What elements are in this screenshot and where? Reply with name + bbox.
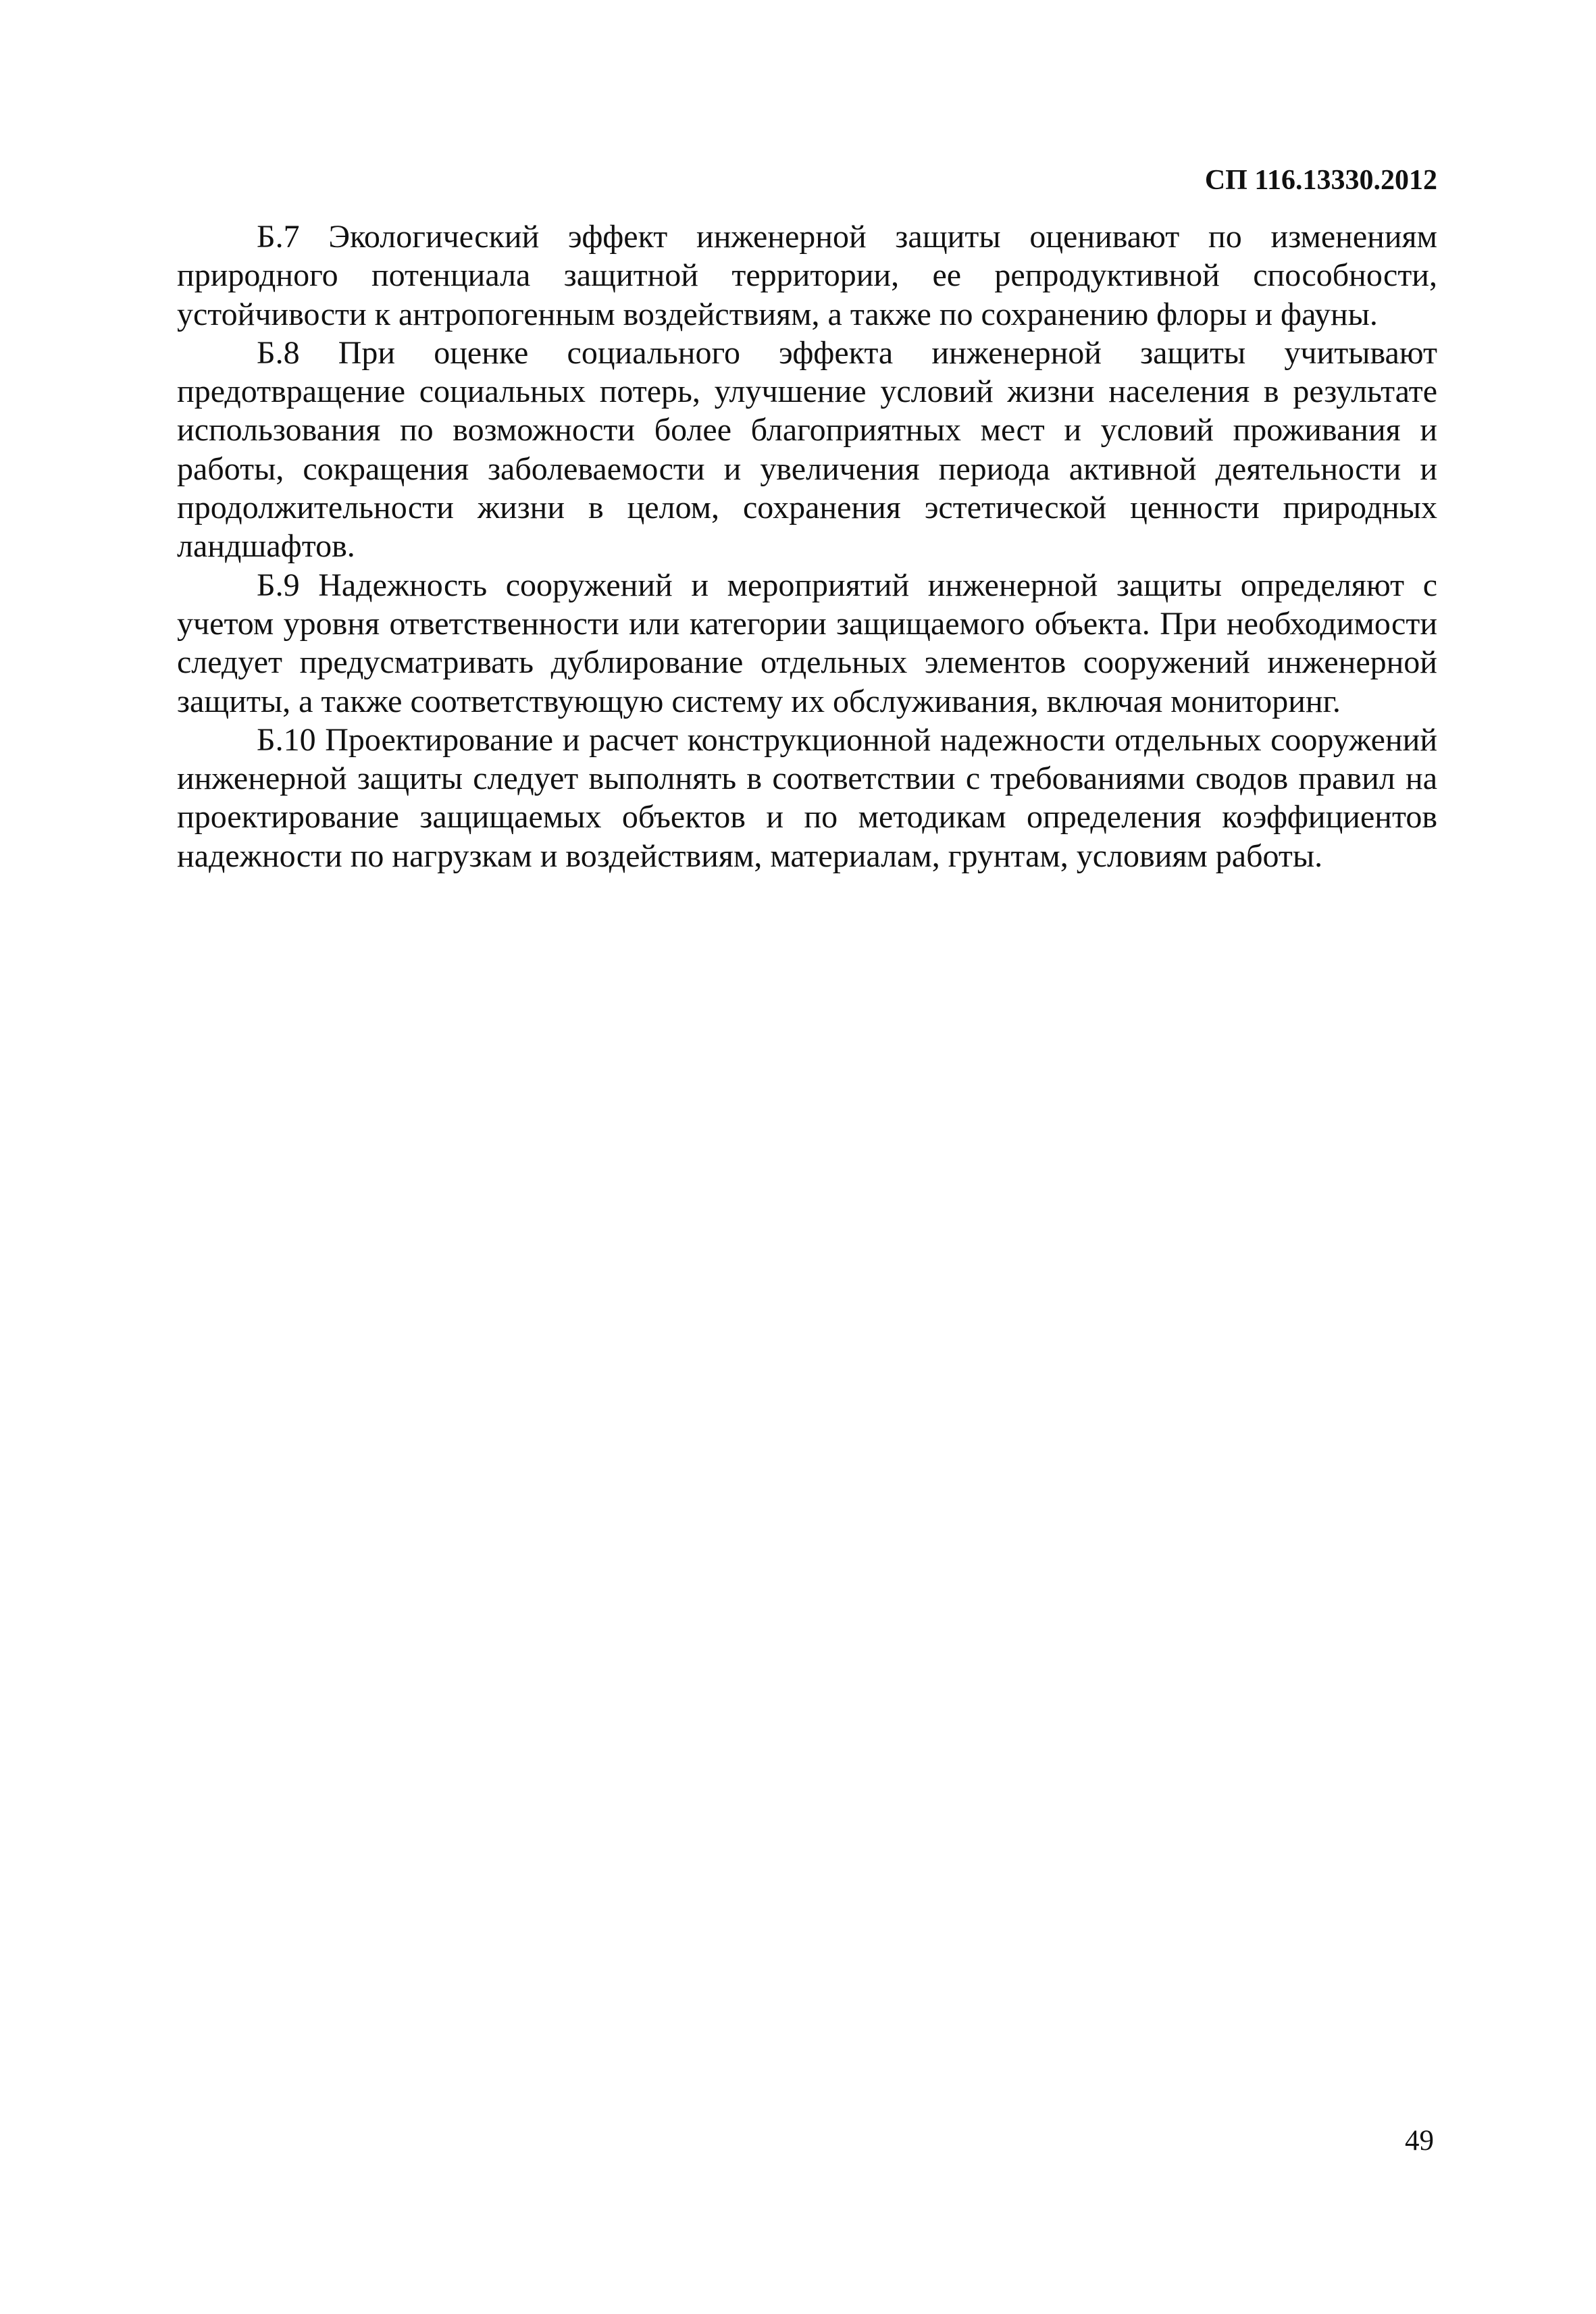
paragraph-text: Проектирование и расчет конструкционной надежности отдельных сооружений инженерной защиты следует выполнять в соответствии с требованиями сводов правил на проектирование защищаемых объектов и по методикам определения коэффициентов надежности по нагрузкам и воздействиям, материалам, грунтам, условиям работы.: [177, 721, 1438, 874]
paragraph-number: Б.7: [257, 219, 300, 255]
paragraph-text: При оценке социального эффекта инженерной защиты учитывают предотвращение социальных потерь, улучшение условий жизни населения в результате использования по возможности более благоприятных мест и условий проживания и работы, сокращения заболеваемости и увеличения периода активной деятельности и продолжительности жизни в целом, сохранения эстетической ценности природных ландшафтов.: [177, 334, 1438, 565]
paragraph-b7: [177, 217, 1437, 334]
paragraph-number: Б.8: [257, 334, 300, 371]
page-number: 49: [1405, 2125, 1434, 2157]
document-code: СП 116.13330.2012: [1204, 165, 1437, 196]
paragraph-b10: [177, 721, 1437, 875]
paragraph-b9: [177, 566, 1437, 721]
body-text: [177, 217, 1437, 875]
paragraph-text: Экологический эффект инженерной защиты оценивают по изменениям природного потенциала защитной территории, ее репродуктивной способности, устойчивости к антропогенным воздействиям, а также по сохранению флоры и фауны.: [177, 219, 1437, 332]
paragraph-number: Б.10: [257, 721, 316, 758]
paragraph-b8: [177, 334, 1437, 566]
paragraph-text: Надежность сооружений и мероприятий инженерной защиты определяют с учетом уровня ответственности или категории защищаемого объекта. При необходимости следует предусматривать дублирование отдельных элементов сооружений инженерной защиты, а также соответствующую систему их обслуживания, включая мониторинг.: [177, 567, 1437, 719]
paragraph-number: Б.9: [257, 567, 300, 603]
